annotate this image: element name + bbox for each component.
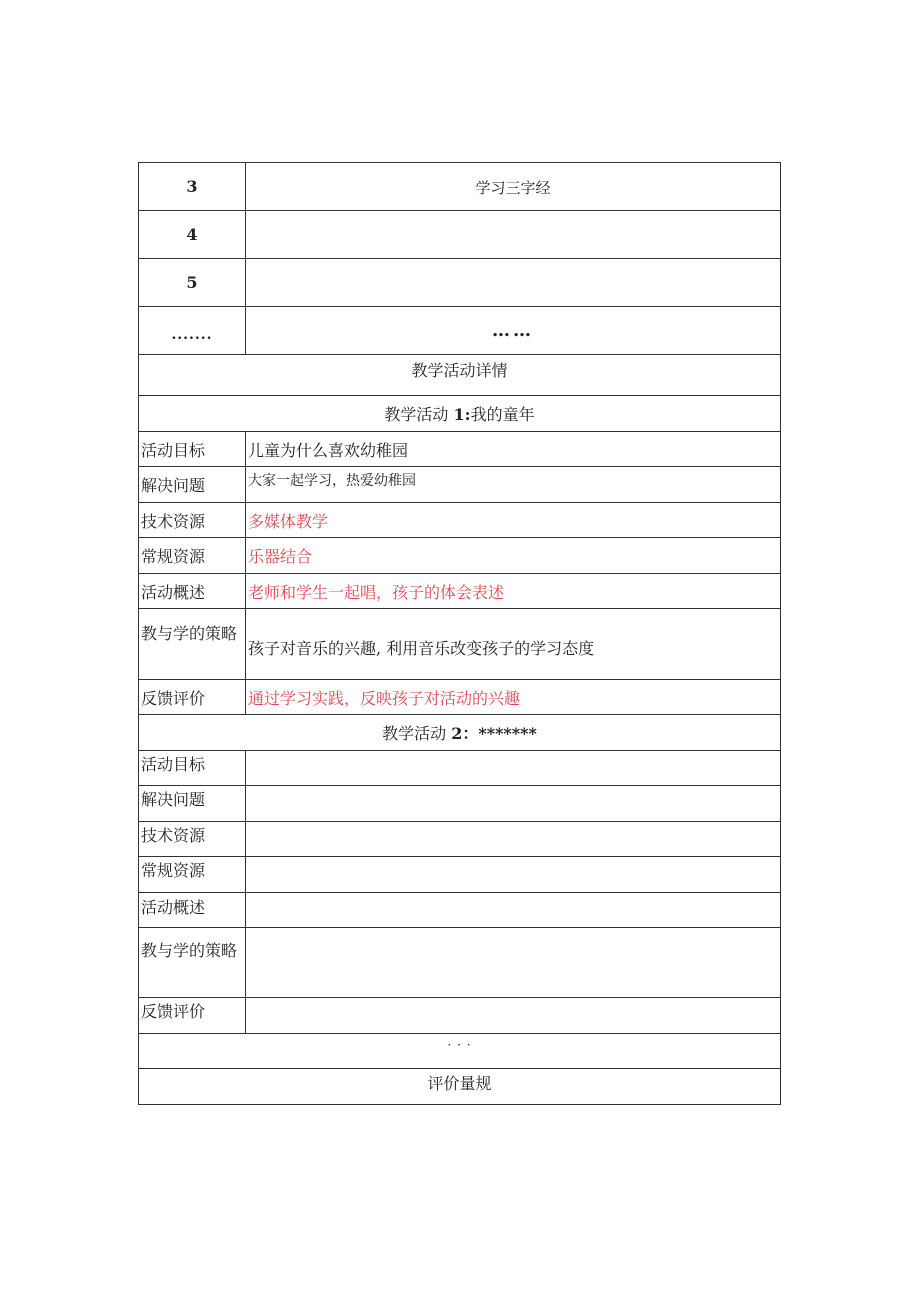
activity-title-name: *******: [478, 724, 537, 743]
row-label: 反馈评价: [139, 680, 246, 715]
activity-1-row: [139, 467, 781, 503]
activity-1-row: [139, 538, 781, 574]
row-value: [246, 998, 781, 1034]
footer-title-row: [139, 1069, 781, 1105]
activity-2-row: [139, 751, 781, 786]
row-value: 老师和学生一起唱，孩子的体会表述: [246, 574, 781, 609]
activity-title-name: 我的童年: [470, 405, 535, 424]
row-label: 活动目标: [139, 751, 246, 786]
row-label: 反馈评价: [139, 998, 246, 1034]
lesson-plan-table: [138, 162, 781, 1105]
activity-title-prefix: 教学活动: [384, 405, 454, 424]
row-label: 常规资源: [139, 538, 246, 574]
row-label: 解决问题: [139, 786, 246, 822]
activity-2-row: [139, 998, 781, 1034]
row-label: 活动目标: [139, 432, 246, 467]
ellipsis-text: · · ·: [139, 1034, 781, 1069]
schedule-row: [139, 259, 781, 307]
row-label: 活动概述: [139, 893, 246, 928]
activity-title-number: 2：: [451, 724, 479, 743]
activity-title-number: 1:: [453, 405, 471, 424]
row-value: 孩子对音乐的兴趣, 利用音乐改变孩子的学习态度: [246, 609, 781, 680]
row-value: [246, 857, 781, 893]
row-value: 多媒体教学: [246, 503, 781, 538]
row-label: 教与学的策略: [139, 928, 246, 998]
schedule-row: [139, 307, 781, 355]
row-label: 技术资源: [139, 822, 246, 857]
row-value: [246, 751, 781, 786]
row-value: [246, 786, 781, 822]
activity-2-row: [139, 893, 781, 928]
activity-1-row: [139, 432, 781, 467]
schedule-number: .......: [139, 307, 246, 355]
row-value: [246, 822, 781, 857]
section-title-row: [139, 355, 781, 396]
ellipsis-row: [139, 1034, 781, 1069]
row-label: 技术资源: [139, 503, 246, 538]
schedule-number: 5: [139, 259, 246, 307]
activity-1-title: [139, 396, 781, 432]
row-value: 乐器结合: [246, 538, 781, 574]
activity-2-row: [139, 822, 781, 857]
activity-1-row: [139, 609, 781, 680]
activity-1-header-row: [139, 396, 781, 432]
activity-title-prefix: 教学活动: [382, 724, 452, 743]
section-title: 教学活动详情: [139, 355, 781, 396]
row-label: 解决问题: [139, 467, 246, 503]
activity-2-row: [139, 928, 781, 998]
row-label: 活动概述: [139, 574, 246, 609]
schedule-number: 3: [139, 163, 246, 211]
schedule-content: [246, 259, 781, 307]
row-label: 教与学的策略: [139, 609, 246, 680]
footer-title: 评价量规: [139, 1069, 781, 1105]
activity-1-row: [139, 680, 781, 715]
row-value: 通过学习实践，反映孩子对活动的兴趣: [246, 680, 781, 715]
schedule-number: 4: [139, 211, 246, 259]
activity-2-header-row: [139, 715, 781, 751]
row-value: [246, 928, 781, 998]
schedule-content: ……: [246, 307, 781, 355]
row-value: 儿童为什么喜欢幼稚园: [246, 432, 781, 467]
activity-2-title: [139, 715, 781, 751]
activity-2-row: [139, 857, 781, 893]
schedule-content: [246, 211, 781, 259]
activity-2-row: [139, 786, 781, 822]
row-value: [246, 893, 781, 928]
activity-1-row: [139, 574, 781, 609]
row-label: 常规资源: [139, 857, 246, 893]
row-value: 大家一起学习，热爱幼稚园: [246, 467, 781, 503]
schedule-row: [139, 211, 781, 259]
activity-1-row: [139, 503, 781, 538]
schedule-row: [139, 163, 781, 211]
schedule-content: 学习三字经: [246, 163, 781, 211]
